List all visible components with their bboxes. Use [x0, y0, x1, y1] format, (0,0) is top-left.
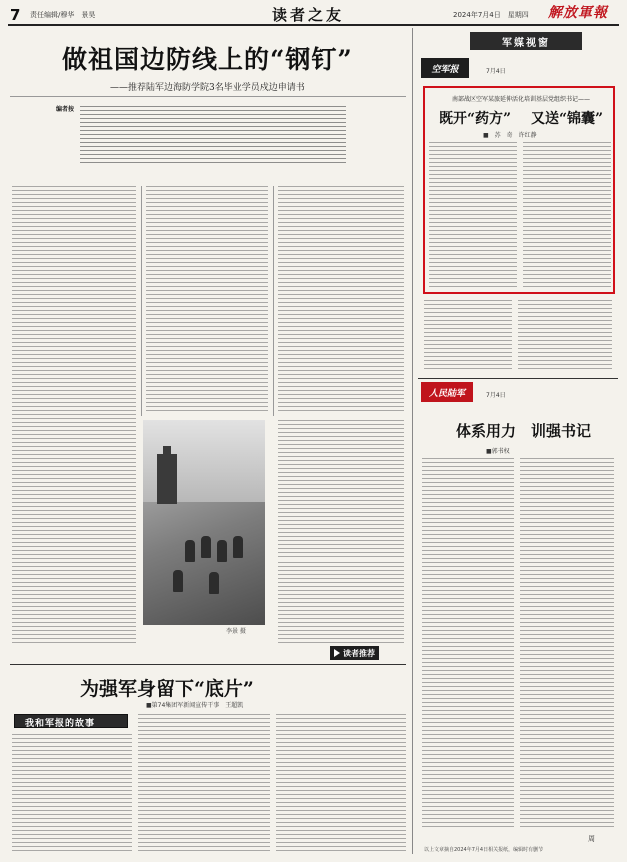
- airforce-kicker: 南部战区空军某旅延伸活化培训基层党组织书记——: [451, 96, 590, 103]
- right-section-rule: [418, 378, 618, 379]
- film-article-byline: ■第74集团军新闻宣传干事 王超凯: [146, 702, 244, 709]
- airforce-logo: 空军报: [431, 64, 459, 75]
- right-column-divider: [412, 28, 413, 854]
- main-article-subtitle: ——推荐陆军边海防学院3名毕业学员戍边申请书: [110, 83, 305, 93]
- army-article-title: 体系用力 训强书记: [456, 422, 592, 440]
- media-window-label-box: [470, 32, 582, 50]
- army-logo-box: [421, 382, 473, 402]
- right-filler-text-2: [424, 300, 512, 372]
- army-date: 7月4日: [486, 392, 506, 399]
- column-divider: [273, 186, 274, 416]
- page-number: 7: [10, 6, 21, 24]
- triangle-icon: [334, 649, 340, 657]
- airforce-text-col-1: [429, 142, 517, 290]
- airforce-byline: ■ 苏 奇 许红静: [483, 132, 537, 139]
- editor-note-text: [80, 106, 346, 166]
- airforce-date: 7月4日: [486, 68, 506, 75]
- header-rule: [8, 24, 619, 26]
- army-text-col-2: [520, 458, 614, 830]
- editor-note-marker: 编者按: [56, 106, 75, 113]
- reader-recommend-label: 读者推荐: [343, 648, 375, 658]
- right-filler-text: [518, 300, 612, 372]
- title-rule: [10, 96, 406, 97]
- film-column-2: [138, 714, 270, 852]
- main-article-title: 做祖国边防线上的“钢钉”: [62, 45, 353, 74]
- airforce-title-a: 既开“药方”: [439, 111, 512, 127]
- column-divider: [141, 186, 142, 416]
- reader-recommend-badge: [330, 646, 379, 660]
- film-column-3: [276, 714, 406, 852]
- section-rule: [10, 664, 406, 665]
- body-column-4: [278, 420, 404, 560]
- body-column-4b: [278, 562, 404, 646]
- army-logo: 人民陆军: [428, 388, 465, 399]
- body-column-2: [146, 186, 268, 412]
- editor-note-box: [56, 104, 346, 178]
- column-name: 读者之友: [272, 6, 345, 24]
- army-article-byline: ■郭书权: [486, 448, 510, 455]
- body-column-3: [278, 186, 404, 412]
- airforce-logo-box: [421, 58, 469, 78]
- footer-mark: 周: [588, 835, 595, 843]
- photo-credit: 李景 摄: [226, 628, 246, 635]
- media-window-label: 军媒视窗: [502, 37, 550, 49]
- border-patrol-photo: [143, 420, 265, 625]
- footer-note: 以上文章摘自2024年7月4日相关报纸，编辑时有删节: [424, 847, 544, 853]
- editors-line: 责任编辑/穆华 景昊: [30, 11, 96, 19]
- masthead-logo: 解放軍報: [548, 5, 608, 21]
- airforce-text-col-2: [523, 142, 611, 290]
- airforce-title-b: 又送“锦囊”: [531, 111, 604, 127]
- film-column-1: [12, 734, 132, 852]
- film-article-title: 为强军身留下“底片”: [80, 678, 254, 700]
- body-column-1: [12, 186, 136, 646]
- army-text-col-1: [422, 458, 514, 830]
- airforce-article-highlight[interactable]: [423, 86, 615, 294]
- film-article-banner: [14, 714, 128, 728]
- issue-date: 2024年7月4日 星期四: [453, 11, 529, 19]
- film-banner-text: 我和军报的故事: [25, 719, 96, 729]
